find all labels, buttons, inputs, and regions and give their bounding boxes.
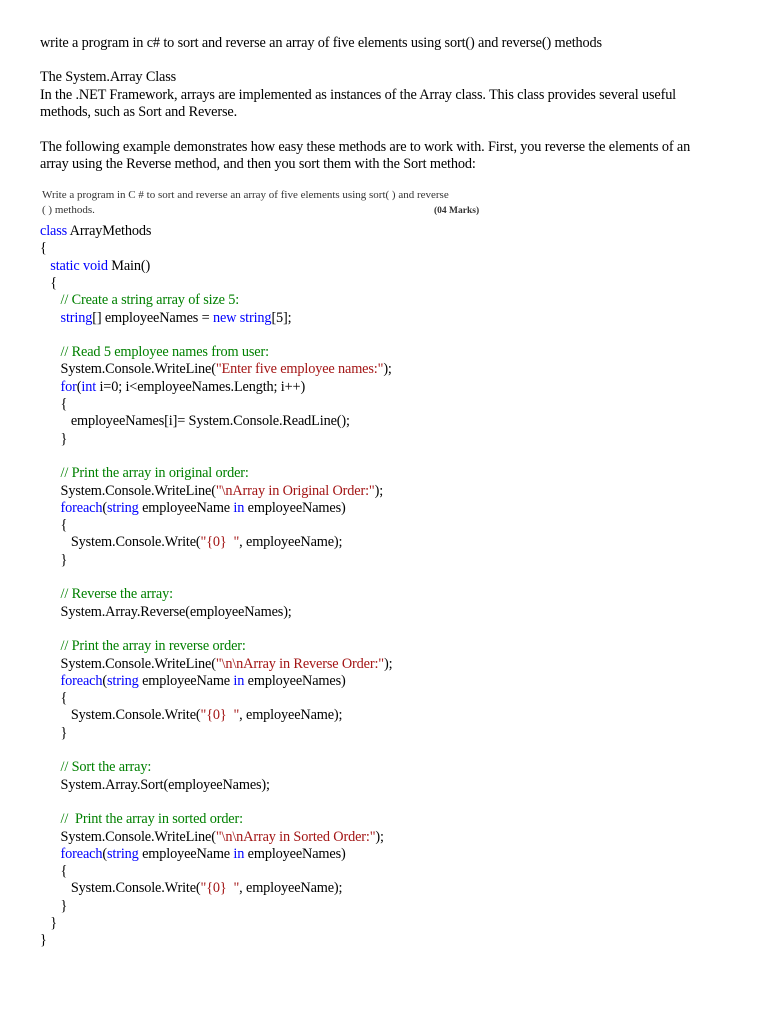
- code-text: {: [40, 690, 68, 707]
- code-line: [40, 604, 292, 621]
- code-text: employeeName: [138, 845, 234, 862]
- code-text: );: [383, 655, 393, 672]
- code-keyword: new: [212, 309, 237, 326]
- code-string: "Enter five employee names:": [215, 361, 384, 378]
- example-line-1: The following example demonstrates how easy these methods are to work with. First, you reverse the elements of an: [40, 139, 691, 155]
- exam-question-image: [42, 188, 488, 218]
- code-line: [40, 275, 57, 292]
- example-line-2: array using the Reverse method, and then you sort them with the Sort method:: [40, 156, 476, 172]
- code-string: "{0} ": [200, 707, 240, 724]
- code-keyword: string: [106, 672, 139, 689]
- code-line: [40, 258, 150, 275]
- question-text: write a program in c# to sort and reverse an array of five elements using sort() and reverse() methods: [40, 35, 602, 51]
- code-string: "{0} ": [200, 880, 240, 897]
- code-text: [40, 292, 61, 308]
- code-text: (: [102, 845, 107, 862]
- code-text: System.Console.WriteLine(: [40, 482, 216, 499]
- code-line: [40, 431, 67, 448]
- code-comment: // Create a string array of size 5:: [60, 292, 240, 309]
- exam-marks: (04 Marks): [434, 206, 480, 216]
- code-text: }: [40, 897, 68, 914]
- code-text: (: [102, 672, 107, 689]
- code-line: [40, 240, 47, 257]
- code-text: [] employeeNames =: [92, 309, 213, 326]
- code-text: employeeName: [138, 672, 234, 689]
- code-comment: // Print the array in sorted order:: [60, 811, 243, 828]
- code-line: [40, 656, 392, 673]
- code-line: [40, 517, 67, 534]
- section-title: The System.Array Class: [40, 69, 177, 85]
- code-line: [40, 932, 47, 949]
- code-line: [40, 811, 243, 828]
- code-comment: // Print the array in original order:: [60, 465, 249, 482]
- code-line: [40, 707, 342, 724]
- code-keyword: void: [83, 257, 108, 274]
- code-text: }: [40, 551, 68, 568]
- code-keyword: foreach: [60, 499, 103, 516]
- code-text: [40, 586, 61, 602]
- code-text: }: [40, 430, 68, 447]
- code-text: (: [102, 499, 107, 516]
- code-text: System.Array.Reverse(employeeNames);: [40, 603, 292, 620]
- code-text: , employeeName);: [239, 534, 343, 551]
- exam-question-line-2: ( ) methods.: [42, 204, 95, 216]
- code-line: [40, 846, 346, 863]
- code-text: {: [40, 240, 47, 257]
- code-line: [40, 898, 67, 915]
- code-text: [40, 638, 61, 654]
- code-keyword: in: [233, 499, 245, 516]
- code-line: [40, 379, 305, 396]
- code-text: [40, 811, 61, 827]
- code-text: [40, 258, 50, 274]
- code-keyword: foreach: [60, 845, 103, 862]
- code-text: }: [40, 724, 68, 741]
- code-line: [40, 777, 270, 794]
- code-text: );: [375, 828, 384, 845]
- code-text: [40, 465, 61, 481]
- code-line: [40, 863, 67, 880]
- code-keyword: string: [60, 309, 93, 326]
- code-text: );: [383, 361, 392, 378]
- code-line: [40, 534, 342, 551]
- code-line: [40, 310, 291, 327]
- code-keyword: class: [40, 223, 68, 239]
- code-text: System.Console.WriteLine(: [40, 828, 216, 845]
- code-text: System.Console.WriteLine(: [40, 655, 216, 672]
- code-line: [40, 483, 383, 500]
- code-text: employeeNames): [244, 672, 346, 689]
- code-line: [40, 344, 269, 361]
- code-string: "\n\nArray in Sorted Order:": [215, 828, 376, 845]
- code-line: [40, 396, 67, 413]
- code-line: [40, 292, 239, 309]
- code-line: [40, 725, 67, 742]
- code-keyword: string: [239, 309, 272, 326]
- code-line: [40, 638, 246, 655]
- code-text: [40, 310, 61, 326]
- code-line: [40, 552, 67, 569]
- intro-line-2: methods, such as Sort and Reverse.: [40, 104, 238, 120]
- code-line: [40, 361, 392, 378]
- intro-line-1: In the .NET Framework, arrays are implemented as instances of the Array class. This class provides several useful: [40, 87, 677, 103]
- code-keyword: in: [233, 672, 245, 689]
- code-keyword: static: [50, 257, 80, 274]
- code-text: [40, 673, 61, 689]
- code-text: employeeNames[i]= System.Console.ReadLine();: [40, 413, 350, 430]
- code-text: {: [40, 396, 68, 412]
- code-keyword: string: [106, 499, 139, 516]
- code-comment: // Sort the array:: [60, 759, 152, 776]
- code-keyword: int: [81, 378, 97, 395]
- code-text: i=0; i<employeeNames.Length; i++): [96, 378, 306, 395]
- code-text: , employeeName);: [239, 707, 343, 724]
- code-line: [40, 586, 173, 603]
- code-string: "\n\nArray in Reverse Order:": [215, 655, 384, 672]
- code-string: "\nArray in Original Order:": [215, 482, 375, 499]
- code-comment: // Read 5 employee names from user:: [60, 344, 269, 361]
- code-comment: // Print the array in reverse order:: [60, 638, 246, 655]
- code-line: [40, 465, 249, 482]
- code-text: System.Console.Write(: [40, 534, 201, 551]
- code-text: , employeeName);: [239, 880, 343, 897]
- code-text: [40, 500, 61, 516]
- code-text: employeeNames): [244, 499, 346, 516]
- code-line: [40, 223, 151, 240]
- code-text: Main(): [107, 257, 151, 274]
- code-text: System.Array.Sort(employeeNames);: [40, 776, 270, 793]
- code-text: {: [40, 274, 57, 291]
- code-keyword: string: [106, 845, 139, 862]
- code-text: (: [76, 378, 82, 395]
- code-text: System.Console.Write(: [40, 880, 201, 897]
- code-text: [40, 379, 61, 395]
- code-line: [40, 829, 384, 846]
- code-text: [40, 759, 61, 775]
- code-line: [40, 690, 67, 707]
- code-text: [5];: [271, 309, 292, 326]
- code-comment: // Reverse the array:: [60, 586, 173, 603]
- code-line: [40, 413, 350, 430]
- exam-question-line-1: Write a program in C # to sort and reverse an array of five elements using sort( ) and reverse: [42, 189, 449, 201]
- code-text: employeeName: [138, 499, 234, 516]
- code-text: [40, 846, 61, 862]
- code-text: ArrayMethods: [67, 223, 152, 239]
- code-keyword: for: [60, 378, 77, 395]
- code-text: );: [374, 482, 384, 499]
- code-line: [40, 759, 151, 776]
- code-line: [40, 673, 346, 690]
- code-string: "{0} ": [200, 534, 240, 551]
- code-line: [40, 915, 57, 932]
- code-line: [40, 880, 342, 897]
- code-text: }: [40, 932, 47, 949]
- code-text: }: [40, 915, 57, 931]
- code-text: System.Console.WriteLine(: [40, 361, 216, 378]
- code-keyword: in: [233, 845, 245, 862]
- code-line: [40, 500, 346, 517]
- code-text: [40, 344, 61, 360]
- code-text: employeeNames): [244, 845, 346, 862]
- code-text: System.Console.Write(: [40, 707, 201, 724]
- code-text: {: [40, 517, 68, 534]
- code-text: {: [40, 863, 68, 880]
- code-keyword: foreach: [60, 672, 103, 689]
